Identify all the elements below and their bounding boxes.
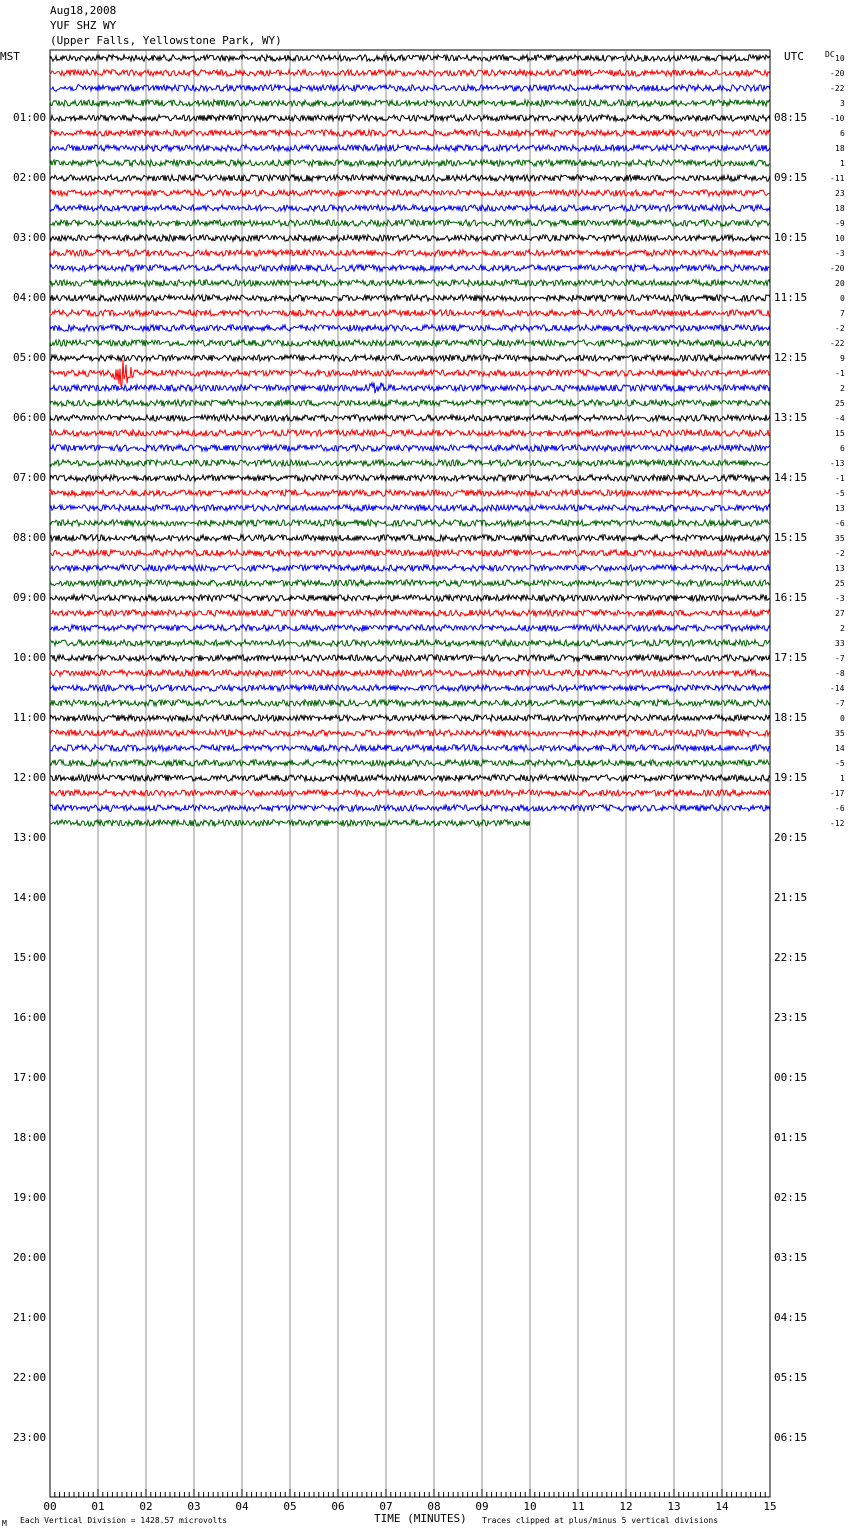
- utc-hour-label: 10:15: [774, 231, 808, 244]
- x-tick-label: 06: [331, 1500, 345, 1513]
- x-tick-label: 08: [427, 1500, 441, 1513]
- utc-hour-label: 18:15: [774, 711, 808, 724]
- trace-line: [50, 295, 770, 301]
- utc-hour-label: 19:15: [774, 771, 808, 784]
- dc-offset-label: 7: [840, 309, 845, 318]
- utc-hour-label: 06:15: [774, 1431, 808, 1444]
- dc-offset-label: -7: [835, 654, 845, 663]
- dc-offset-label: 13: [835, 504, 845, 513]
- dc-offset-label: 1: [840, 774, 845, 783]
- trace-line: [50, 360, 770, 387]
- trace-line: [50, 340, 770, 346]
- dc-offset-label: -3: [835, 249, 845, 258]
- mst-hour-label: 23:00: [13, 1431, 47, 1444]
- trace-line: [50, 250, 770, 256]
- trace-line: [50, 400, 770, 406]
- trace-line: [50, 685, 770, 691]
- utc-hour-label: 22:15: [774, 951, 808, 964]
- dc-offset-label: 6: [840, 129, 845, 138]
- scale-note: Each Vertical Division = 1428.57 microvolts: [20, 1516, 228, 1525]
- utc-hour-label: 15:15: [774, 531, 808, 544]
- trace-line: [50, 505, 770, 511]
- dc-offset-label: -5: [835, 759, 845, 768]
- station-label: YUF SHZ WY: [50, 19, 117, 32]
- trace-line: [50, 490, 770, 496]
- trace-line: [50, 85, 770, 91]
- dc-offset-label: 13: [835, 564, 845, 573]
- dc-offset-label: 27: [835, 609, 845, 618]
- dc-label: DC: [825, 50, 835, 59]
- dc-offset-label: -22: [830, 84, 845, 93]
- x-tick-label: 13: [667, 1500, 681, 1513]
- mst-hour-label: 22:00: [13, 1371, 47, 1384]
- dc-offset-label: 20: [835, 279, 845, 288]
- dc-offset-label: 0: [840, 714, 845, 723]
- dc-offset-label: -7: [835, 699, 845, 708]
- dc-offset-label: -9: [835, 219, 845, 228]
- trace-line: [50, 730, 770, 736]
- left-timezone-label: MST: [0, 50, 20, 63]
- mst-hour-label: 12:00: [13, 771, 47, 784]
- dc-offset-label: -6: [835, 519, 845, 528]
- mst-hour-label: 07:00: [13, 471, 47, 484]
- dc-offset-label: 14: [835, 744, 845, 753]
- trace-line: [50, 355, 770, 361]
- dc-offset-label: -3: [835, 594, 845, 603]
- mst-hour-label: 01:00: [13, 111, 47, 124]
- mst-hour-label: 15:00: [13, 951, 47, 964]
- trace-line: [50, 775, 770, 781]
- dc-offset-label: 10: [835, 54, 845, 63]
- trace-line: [50, 805, 770, 811]
- dc-offset-label: -11: [830, 174, 845, 183]
- x-tick-label: 11: [571, 1500, 585, 1513]
- utc-hour-label: 13:15: [774, 411, 808, 424]
- trace-line: [50, 745, 770, 751]
- trace-line: [50, 625, 770, 631]
- trace-line: [50, 160, 770, 166]
- mst-hour-label: 06:00: [13, 411, 47, 424]
- trace-line: [50, 70, 770, 76]
- mst-hour-label: 21:00: [13, 1311, 47, 1324]
- x-tick-label: 00: [43, 1500, 57, 1513]
- trace-line: [50, 55, 770, 61]
- dc-offset-label: 15: [835, 429, 845, 438]
- dc-offset-label: -8: [835, 669, 845, 678]
- dc-offset-label: 25: [835, 399, 845, 408]
- dc-offset-label: -22: [830, 339, 845, 348]
- trace-line: [50, 610, 770, 616]
- utc-hour-label: 08:15: [774, 111, 808, 124]
- utc-hour-label: 03:15: [774, 1251, 808, 1264]
- dc-offset-label: -2: [835, 324, 845, 333]
- mst-hour-label: 03:00: [13, 231, 47, 244]
- dc-offset-label: -20: [830, 69, 845, 78]
- utc-hour-label: 01:15: [774, 1131, 808, 1144]
- x-tick-label: 02: [139, 1500, 153, 1513]
- utc-hour-label: 02:15: [774, 1191, 808, 1204]
- utc-hour-label: 00:15: [774, 1071, 808, 1084]
- trace-line: [50, 190, 770, 196]
- mst-hour-label: 09:00: [13, 591, 47, 604]
- dc-offset-label: -6: [835, 804, 845, 813]
- right-timezone-label: UTC: [784, 50, 804, 63]
- date-label: Aug18,2008: [50, 4, 117, 17]
- trace-line: [50, 280, 770, 286]
- trace-line: [50, 383, 770, 394]
- utc-hour-label: 20:15: [774, 831, 808, 844]
- x-tick-label: 15: [763, 1500, 777, 1513]
- trace-line: [50, 100, 770, 106]
- x-tick-label: 01: [91, 1500, 105, 1513]
- utc-hour-label: 09:15: [774, 171, 808, 184]
- x-tick-label: 03: [187, 1500, 201, 1513]
- dc-offset-label: 6: [840, 444, 845, 453]
- dc-offset-label: -5: [835, 489, 845, 498]
- trace-line: [50, 130, 770, 136]
- trace-line: [50, 205, 770, 211]
- utc-hour-label: 12:15: [774, 351, 808, 364]
- trace-line: [50, 790, 770, 796]
- x-tick-label: 09: [475, 1500, 489, 1513]
- mst-hour-label: 20:00: [13, 1251, 47, 1264]
- trace-line: [50, 325, 770, 331]
- trace-line: [50, 445, 770, 451]
- mst-hour-label: 13:00: [13, 831, 47, 844]
- dc-offset-label: 0: [840, 294, 845, 303]
- dc-offset-label: 2: [840, 384, 845, 393]
- trace-line: [50, 520, 770, 526]
- utc-hour-label: 23:15: [774, 1011, 808, 1024]
- dc-offset-label: 23: [835, 189, 845, 198]
- mst-hour-label: 05:00: [13, 351, 47, 364]
- dc-offset-label: -4: [835, 414, 845, 423]
- mst-hour-label: 17:00: [13, 1071, 47, 1084]
- x-tick-label: 14: [715, 1500, 729, 1513]
- x-tick-label: 05: [283, 1500, 297, 1513]
- dc-offset-label: -1: [835, 474, 845, 483]
- clip-note: Traces clipped at plus/minus 5 vertical divisions: [482, 1516, 719, 1525]
- mst-hour-label: 08:00: [13, 531, 47, 544]
- trace-line: [50, 670, 770, 676]
- corner-mark: M: [2, 1519, 7, 1528]
- mst-hour-label: 18:00: [13, 1131, 47, 1144]
- utc-hour-label: 17:15: [774, 651, 808, 664]
- trace-line: [50, 430, 770, 436]
- dc-offset-label: 9: [840, 354, 845, 363]
- utc-hour-label: 16:15: [774, 591, 808, 604]
- dc-offset-label: 35: [835, 534, 845, 543]
- dc-offset-label: -1: [835, 369, 845, 378]
- x-tick-label: 04: [235, 1500, 249, 1513]
- dc-offset-label: -2: [835, 549, 845, 558]
- utc-hour-label: 05:15: [774, 1371, 808, 1384]
- dc-offset-label: 25: [835, 579, 845, 588]
- mst-hour-label: 16:00: [13, 1011, 47, 1024]
- trace-line: [50, 175, 770, 181]
- utc-hour-label: 04:15: [774, 1311, 808, 1324]
- dc-offset-label: -12: [830, 819, 845, 828]
- dc-offset-label: -20: [830, 264, 845, 273]
- trace-line: [50, 655, 770, 661]
- trace-line: [50, 475, 770, 481]
- mst-hour-label: 19:00: [13, 1191, 47, 1204]
- dc-offset-label: 10: [835, 234, 845, 243]
- utc-hour-label: 14:15: [774, 471, 808, 484]
- trace-line: [50, 715, 770, 721]
- dc-offset-label: 35: [835, 729, 845, 738]
- dc-offset-label: -13: [830, 459, 845, 468]
- dc-offset-label: 18: [835, 144, 845, 153]
- mst-hour-label: 02:00: [13, 171, 47, 184]
- trace-line: [50, 265, 770, 271]
- trace-line: [50, 760, 770, 766]
- location-label: (Upper Falls, Yellowstone Park, WY): [50, 34, 282, 47]
- x-tick-label: 10: [523, 1500, 537, 1513]
- mst-hour-label: 14:00: [13, 891, 47, 904]
- mst-hour-label: 04:00: [13, 291, 47, 304]
- trace-line: [50, 550, 770, 556]
- mst-hour-label: 10:00: [13, 651, 47, 664]
- trace-line: [50, 415, 770, 421]
- dc-offset-label: 2: [840, 624, 845, 633]
- trace-line: [50, 580, 770, 586]
- trace-line: [50, 700, 770, 706]
- trace-line: [50, 535, 770, 541]
- dc-offset-label: -10: [830, 114, 845, 123]
- trace-line: [50, 220, 770, 226]
- trace-line: [50, 145, 770, 151]
- utc-hour-label: 21:15: [774, 891, 808, 904]
- dc-offset-label: 18: [835, 204, 845, 213]
- trace-line: [50, 595, 770, 601]
- x-tick-label: 12: [619, 1500, 633, 1513]
- dc-offset-label: 1: [840, 159, 845, 168]
- trace-line: [50, 565, 770, 571]
- utc-hour-label: 11:15: [774, 291, 808, 304]
- dc-offset-label: 3: [840, 99, 845, 108]
- dc-offset-label: -17: [830, 789, 845, 798]
- dc-offset-label: 33: [835, 639, 845, 648]
- trace-line: [50, 235, 770, 241]
- x-axis-title: TIME (MINUTES): [374, 1512, 467, 1525]
- trace-line: [50, 640, 770, 646]
- mst-hour-label: 11:00: [13, 711, 47, 724]
- trace-line: [50, 310, 770, 316]
- dc-offset-label: -14: [830, 684, 845, 693]
- x-tick-label: 07: [379, 1500, 393, 1513]
- trace-line: [50, 115, 770, 121]
- trace-line: [50, 460, 770, 466]
